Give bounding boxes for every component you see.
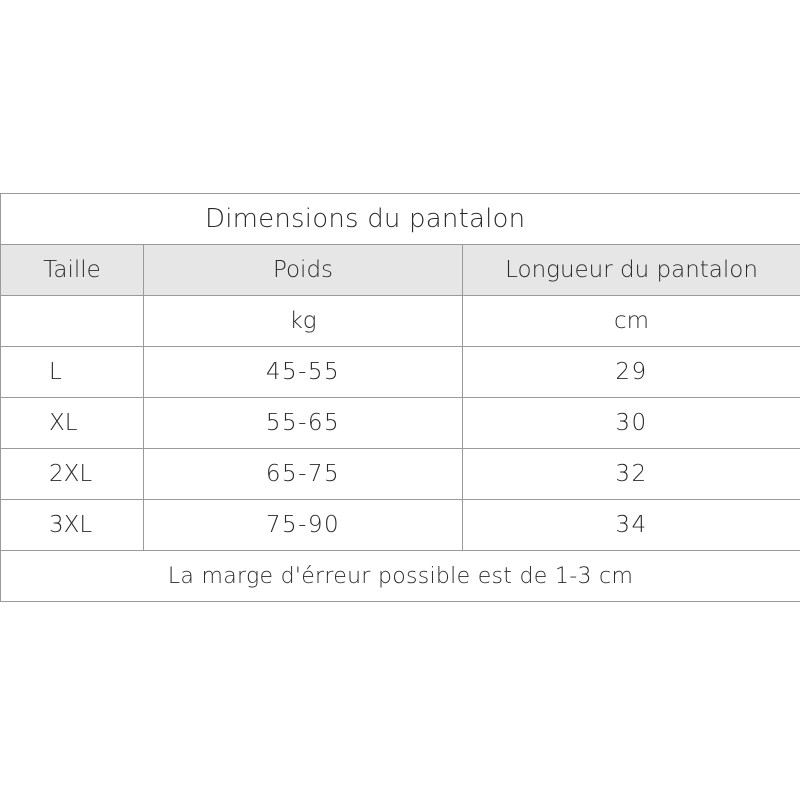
table-title-row bbox=[1, 194, 800, 245]
units-row bbox=[1, 296, 800, 347]
note-row bbox=[1, 551, 800, 602]
weight-value: 65-75 bbox=[144, 449, 463, 500]
size-value: 2XL bbox=[1, 449, 144, 500]
table-row bbox=[1, 449, 800, 500]
size-chart-table bbox=[0, 193, 800, 602]
size-value: XL bbox=[1, 398, 144, 449]
weight-value: 75-90 bbox=[144, 500, 463, 551]
header-weight: Poids bbox=[144, 245, 463, 296]
unit-length: cm bbox=[463, 296, 800, 347]
header-size: Taille bbox=[1, 245, 144, 296]
table-title: Dimensions du pantalon bbox=[1, 194, 800, 245]
header-length: Longueur du pantalon bbox=[463, 245, 800, 296]
table-row bbox=[1, 500, 800, 551]
length-value: 32 bbox=[463, 449, 800, 500]
table-header-row bbox=[1, 245, 800, 296]
size-value: L bbox=[1, 347, 144, 398]
length-value: 34 bbox=[463, 500, 800, 551]
length-value: 29 bbox=[463, 347, 800, 398]
weight-value: 55-65 bbox=[144, 398, 463, 449]
table-row bbox=[1, 398, 800, 449]
unit-weight: kg bbox=[144, 296, 463, 347]
length-value: 30 bbox=[463, 398, 800, 449]
error-margin-note: La marge d'érreur possible est de 1-3 cm bbox=[1, 551, 800, 602]
size-value: 3XL bbox=[1, 500, 144, 551]
unit-size bbox=[1, 296, 144, 347]
weight-value: 45-55 bbox=[144, 347, 463, 398]
table-row bbox=[1, 347, 800, 398]
